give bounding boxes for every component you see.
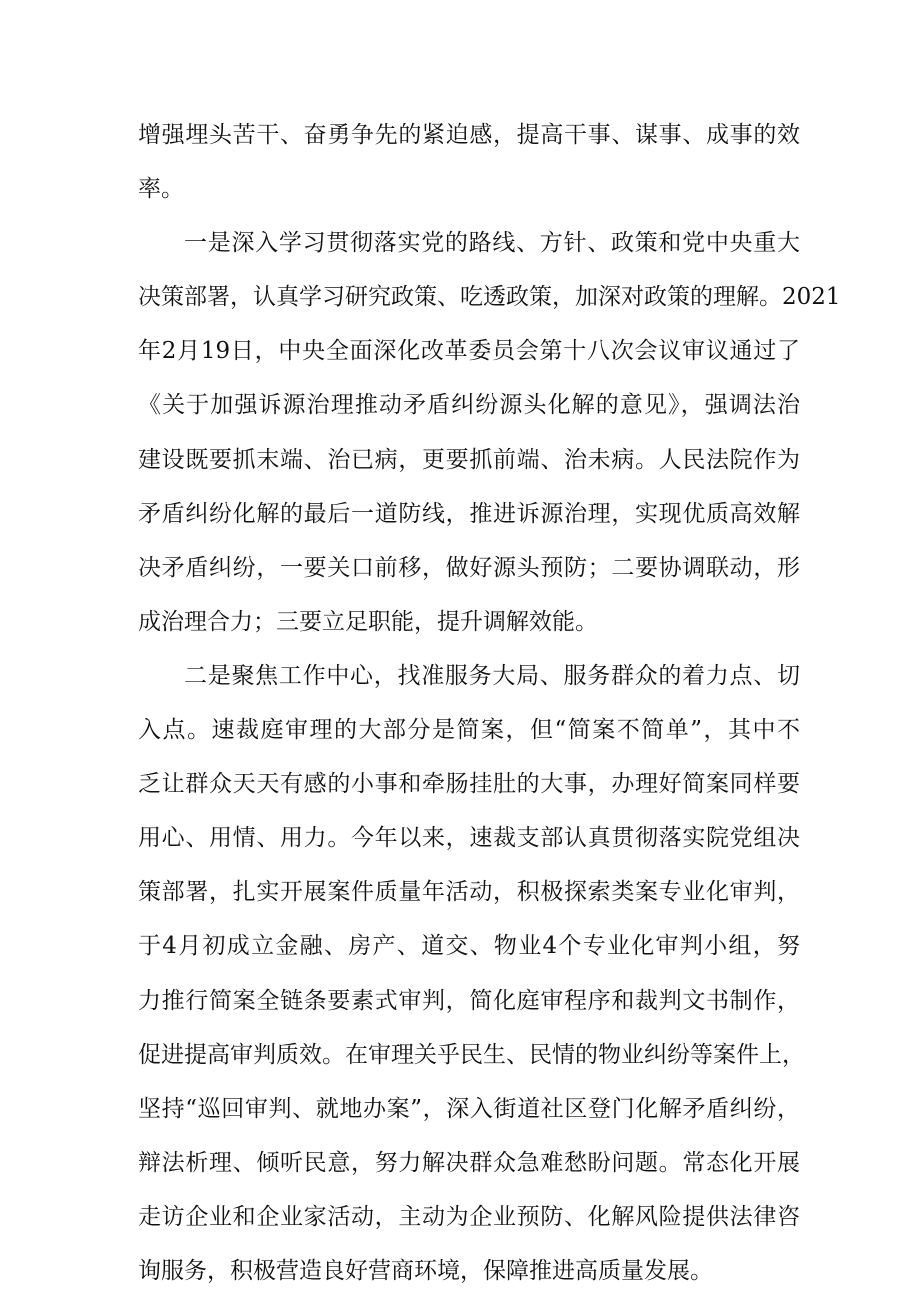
text-line: 策部署，扎实开展案件质量年活动，积极探索类案专业化审判， [138, 879, 800, 906]
text-line: 询服务，积极营造良好营商环境，保障推进高质量发展。 [138, 1257, 713, 1284]
text-line: 决策部署，认真学习研究政策、吃透政策，加深对政策的理解。2021 [138, 284, 841, 311]
text-line: 乏让群众天天有感的小事和牵肠挂肚的大事，办理好简案同样要 [138, 771, 800, 798]
text-line: 力推行简案全链条要素式审判，简化庭审程序和裁判文书制作， [138, 987, 800, 1014]
paragraph-first-line: 二是聚焦工作中心，找准服务大局、服务群众的着力点、切 [184, 662, 800, 689]
text-line: 年2月19日，中央全面深化改革委员会第十八次会议审议通过了 [138, 338, 800, 365]
text-line: 坚持“巡回审判、就地办案”，深入街道社区登门化解矛盾纠纷， [138, 1095, 800, 1122]
text-line: 促进提高审判质效。在审理关乎民生、民情的物业纠纷等案件上， [138, 1041, 805, 1068]
paragraph-first-line: 一是深入学习贯彻落实党的路线、方针、政策和党中央重大 [184, 230, 800, 257]
text-line: 辩法析理、倾听民意，努力解决群众急难愁盼问题。常态化开展 [138, 1149, 800, 1176]
text-line: 矛盾纠纷化解的最后一道防线，推进诉源治理，实现优质高效解 [138, 500, 800, 527]
text-line: 率。 [138, 176, 184, 203]
text-line: 入点。速裁庭审理的大部分是简案，但“简案不简单”，其中不 [138, 717, 800, 744]
text-line: 建设既要抓末端、治已病，更要抓前端、治未病。人民法院作为 [138, 446, 800, 473]
text-line: 决矛盾纠纷，一要关口前移，做好源头预防；二要协调联动，形 [138, 554, 800, 581]
body-text [138, 108, 841, 1298]
text-line: 增强埋头苦干、奋勇争先的紧迫感，提高干事、谋事、成事的效 [138, 122, 800, 148]
text-line: 成治理合力；三要立足职能，提升调解效能。 [138, 608, 598, 635]
text-line: 走访企业和企业家活动，主动为企业预防、化解风险提供法律咨 [138, 1203, 800, 1230]
text-line: 《关于加强诉源治理推动矛盾纠纷源头化解的意见》，强调法治 [138, 392, 800, 419]
text-line: 于4月初成立金融、房产、道交、物业4个专业化审判小组，努 [138, 933, 800, 960]
text-line: 用心、用情、用力。今年以来，速裁支部认真贯彻落实院党组决 [138, 825, 800, 852]
